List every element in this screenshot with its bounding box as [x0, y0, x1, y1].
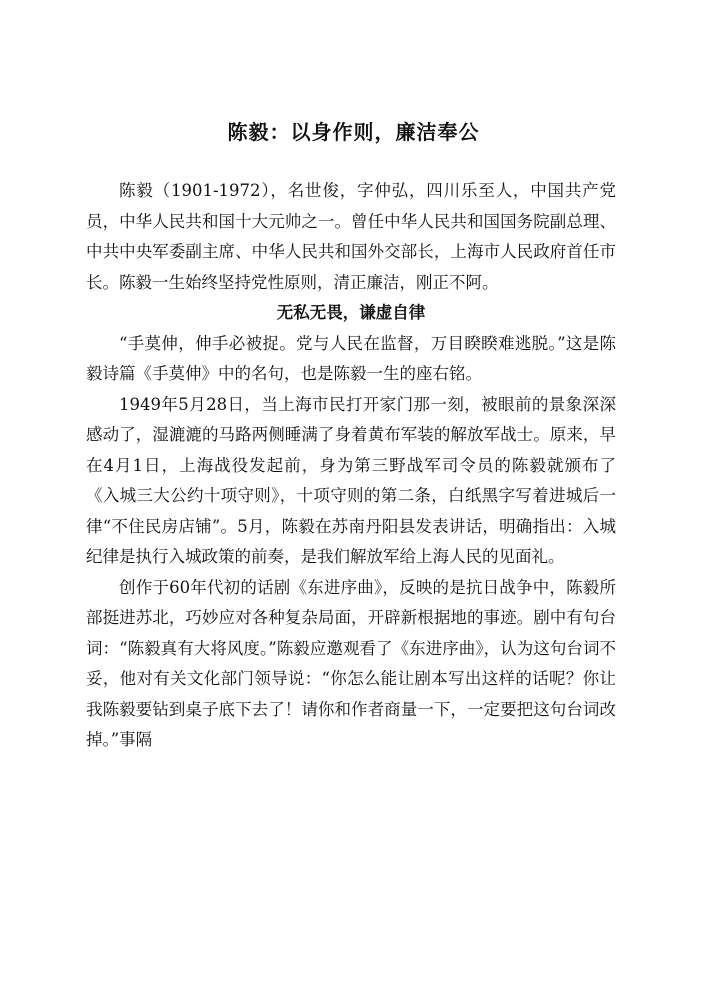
article-body [86, 176, 616, 756]
paragraph: 1949年5月28日，当上海市民打开家门那一刻，被眼前的景象深深感动了，湿漉漉的马路两侧睡满了身着黄布军装的解放军战士。原来，早在4月1日，上海战役发起前，身为第三野战军司令员的陈毅就颁布了《入城三大公约十项守则》，十项守则的第二条，白纸黑字写着进城后一律“不住民房店铺”。5月，陈毅在苏南丹阳县发表讲话，明确指出：入城纪律是执行入城政策的前奏，是我们解放军给上海人民的见面礼。 [86, 394, 616, 566]
page-title: 陈毅：以身作则，廉洁奉公 [227, 120, 480, 144]
paragraph: 创作于60年代初的话剧《东进序曲》，反映的是抗日战争中，陈毅所部挺进苏北，巧妙应对各种复杂局面，开辟新根据地的事迹。剧中有句台词：“陈毅真有大将风度。”陈毅应邀观看了《东进序曲》，认为这句台词不妥，他对有关文化部门领导说：“你怎么能让剧本写出这样的话呢？你让我陈毅要钻到桌子底下去了！请你和作者商量一下，一定要把这句台词改掉。”事隔 [86, 577, 616, 749]
intro-paragraph: 陈毅（1901-1972），名世俊，字仲弘，四川乐至人，中国共产党员，中华人民共和国十大元帅之一。曾任中华人民共和国国务院副总理、中共中央军委副主席、中华人民共和国外交部长，上海市人民政府首任市长。陈毅一生始终坚持党性原则，清正廉洁，刚正不阿。 [86, 181, 616, 292]
section-heading: 无私无畏，谦虚自律 [276, 303, 426, 322]
paragraph: “手莫伸，伸手必被捉。党与人民在监督，万目睽睽难逃脱。”这是陈毅诗篇《手莫伸》中的名句，也是陈毅一生的座右铭。 [86, 333, 616, 383]
